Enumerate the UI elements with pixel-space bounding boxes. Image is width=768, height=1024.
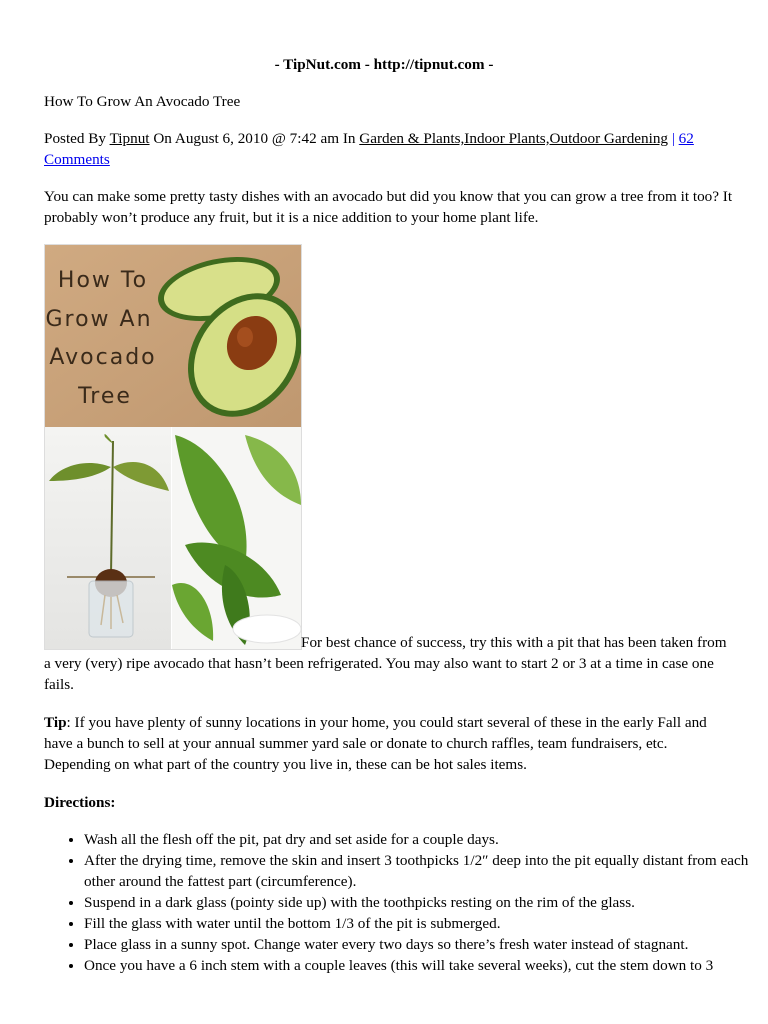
svg-text:Grow An: Grow An [45, 307, 153, 332]
directions-heading: Directions: [44, 794, 116, 811]
article-title: How To Grow An Avocado Tree [44, 93, 241, 110]
tip-label: Tip [44, 714, 67, 731]
list-item: • Once you have a 6 inch stem with a couple leaves (this will take several weeks), cut the stem down to 3 [84, 955, 768, 976]
comments-link[interactable]: 62 Comments [44, 130, 694, 168]
list-item: • Wash all the flesh off the pit, pat dry and set aside for a couple days. [84, 829, 768, 850]
list-item: • Fill the glass with water until the bottom 1/3 of the pit is submerged. [84, 913, 768, 934]
categories-link[interactable]: Garden & Plants,Indoor Plants,Outdoor Gardening [359, 130, 669, 147]
author-link[interactable]: Tipnut [109, 130, 150, 147]
intro-paragraph: You can make some pretty tasty dishes with an avocado but did you know that you can grow a tree from it too? It probably won’t produce any fruit, but it is a nice addition to your home plant life. [44, 188, 733, 226]
directions-list [44, 829, 768, 976]
svg-text:How To: How To [57, 268, 149, 293]
svg-text:Tree: Tree [78, 384, 132, 409]
svg-text:Avocado: Avocado [49, 345, 157, 370]
hero-image [44, 244, 302, 650]
list-item: • Suspend in a dark glass (pointy side up) with the toothpicks resting on the rim of the glass. [84, 892, 768, 913]
post-date: On August 6, 2010 @ 7:42 am In [149, 130, 360, 147]
tip-paragraph [44, 712, 734, 775]
tip-text: : If you have plenty of sunny locations in your home, you could start several of these in the early Fall and have a bunch to sell at your annual summer yard sale or donate to church raffles, team fundraisers, etc. Depending on what part of the country you live in, these can be hot sales items. [44, 714, 707, 773]
meta-separator: | [668, 130, 679, 147]
after-image-paragraph: For best chance of success, try this with a pit that has been taken from a very (very) ripe avocado that hasn’t been refrigerated. You may also want to start 2 or 3 at a time in case one fails. [44, 634, 727, 693]
posted-by-prefix: Posted By [44, 130, 110, 147]
list-item: • Place glass in a sunny spot. Change water every two days so there’s fresh water instead of stagnant. [84, 934, 768, 955]
site-header: - TipNut.com - http://tipnut.com - [274, 56, 494, 73]
list-item: • After the drying time, remove the skin and insert 3 toothpicks 1/2″ deep into the pit equally distant from each other around the fattest part (circumference). [84, 850, 768, 892]
post-meta [44, 128, 734, 170]
